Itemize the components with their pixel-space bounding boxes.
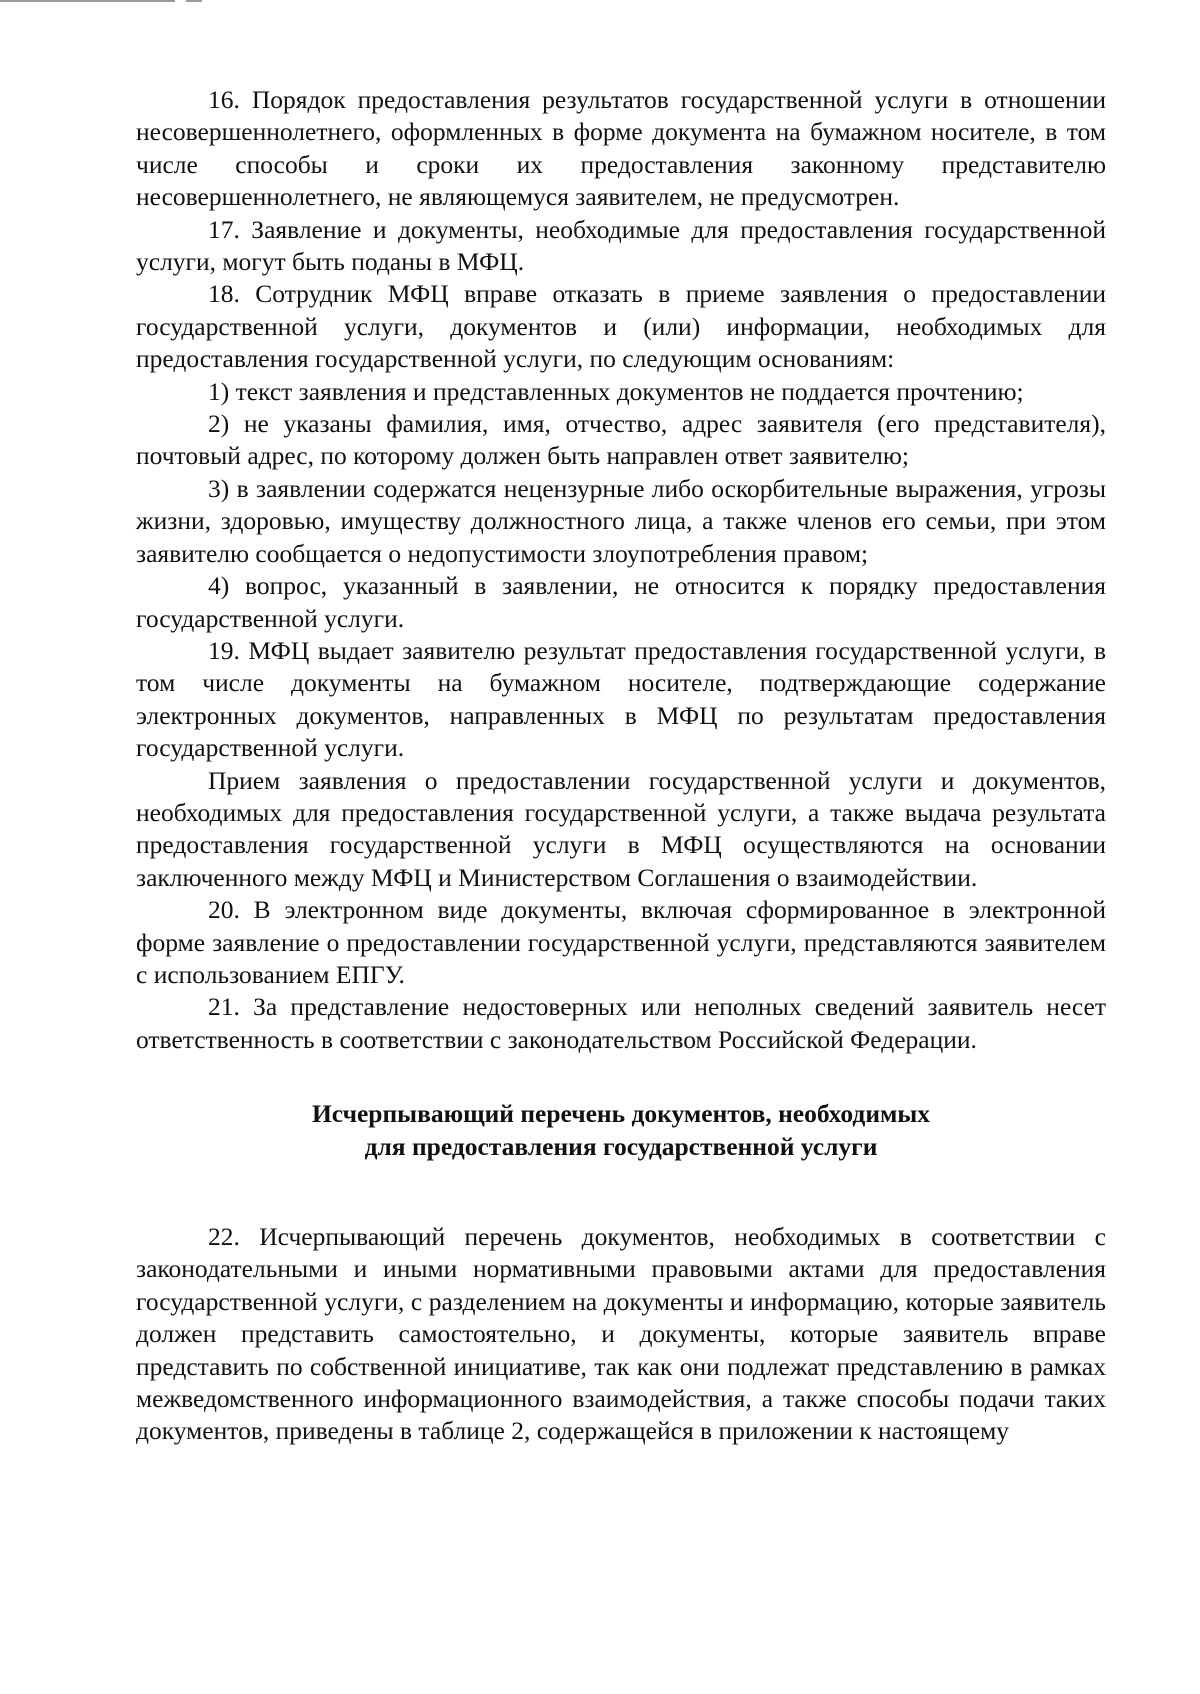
scan-edge-mark <box>0 0 175 2</box>
paragraph-19-continued: Прием заявления о предоставлении государственной услуги и документов, необходимых для предоставления государственной услуги, а также выдача результата предоставления государственной услуги в МФЦ осуществляются на основании заключенного между МФЦ и Министерством Соглашения о взаимодействии. <box>136 765 1106 892</box>
paragraph-18-item-2: 2) не указаны фамилия, имя, отчество, адрес заявителя (его представителя), почтовый адрес, по которому должен быть направлен ответ заявителю; <box>136 409 1106 471</box>
paragraph-19: 19. МФЦ выдает заявителю результат предоставления государственной услуги, в том числе документы на бумажном носителе, подтверждающие содержание электронных документов, направленных в МФЦ по результатам предоставления государственной услуги. <box>136 635 1106 763</box>
section-heading-line-1: Исчерпывающий перечень документов, необходимых <box>311 1099 931 1129</box>
paragraph-18-item-1: 1) текст заявления и представленных документов не поддается прочтению; <box>208 376 1024 406</box>
paragraph-18: 18. Сотрудник МФЦ вправе отказать в приеме заявления о предоставлении государственной услуги, документов и (или) информации, необходимых для предоставления государственной услуги, по следующим основаниям: <box>136 279 1106 374</box>
paragraph-18-item-4: 4) вопрос, указанный в заявлении, не относится к порядку предоставления государственной услуги. <box>136 571 1106 633</box>
paragraph-21: 21. За представление недостоверных или неполных сведений заявитель несет ответственность в соответствии с законодательством Российской Федерации. <box>136 992 1106 1054</box>
section-heading <box>136 1098 1106 1163</box>
section-heading-line-2: для предоставления государственной услуги <box>364 1131 878 1161</box>
paragraph-18-item-3: 3) в заявлении содержатся нецензурные либо оскорбительные выражения, угрозы жизни, здоровью, имуществу должностного лица, а также членов его семьи, при этом заявителю сообщается о недопустимости злоупотребления правом; <box>136 473 1106 568</box>
document-text-body <box>136 84 1106 1448</box>
paragraph-17: 17. Заявление и документы, необходимые для предоставления государственной услуги, могут быть поданы в МФЦ. <box>136 214 1106 277</box>
paragraph-16: 16. Порядок предоставления результатов государственной услуги в отношении несовершеннолетнего, оформленных в форме документа на бумажном носителе, в том числе способы и сроки их предоставления законному представителю несовершеннолетнего, не являющемуся заявителем, не предусмотрен. <box>136 85 1106 212</box>
scan-edge-mark <box>186 0 202 2</box>
paragraph-20: 20. В электронном виде документы, включая сформированное в электронной форме заявление о предоставлении государственной услуги, представляются заявителем с использованием ЕПГУ. <box>136 895 1106 989</box>
paragraph-22: 22. Исчерпывающий перечень документов, необходимых в соответствии с законодательными и иными нормативными правовыми актами для предоставления государственной услуги, с разделением на документы и информацию, которые заявитель должен представить самостоятельно, и документы, которые заявитель вправе представить по собственной инициативе, так как они подлежат представлению в рамках межведомственного информационного взаимодействия, а также способы подачи таких документов, приведены в таблице 2, содержащейся в приложении к настоящему <box>136 1222 1106 1446</box>
